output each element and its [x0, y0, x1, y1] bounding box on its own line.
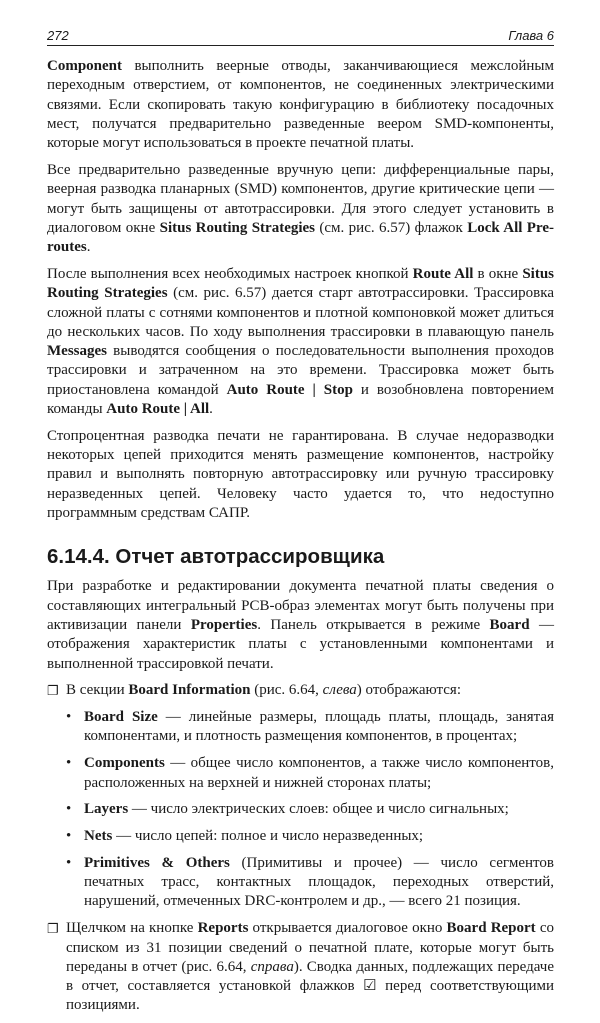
checkbox-square-icon: ❐ — [47, 921, 59, 937]
bold-term: Route All — [412, 265, 474, 282]
text-run: открывается диалоговое окно — [248, 920, 447, 937]
italic-text: справа — [250, 958, 294, 975]
page-number: 272 — [47, 28, 69, 43]
bold-term: Lock All Pre-routes — [47, 219, 555, 256]
bold-term: Board Report — [446, 920, 536, 937]
bullet-icon: • — [66, 828, 72, 845]
text-run: (рис. 6.64, — [250, 682, 323, 699]
bold-term: Board — [489, 616, 530, 633]
text-run: со списком из 31 позиции сведений о печатной плате, которые могут быть переданы в отчет (рис. 6.64, — [66, 920, 554, 975]
bullet-list-item — [47, 754, 554, 793]
bold-term: Situs Routing Strategies — [159, 219, 316, 236]
chapter-title: Глава 6 — [508, 28, 554, 43]
text-run: (см. рис. 6.57) флажок — [315, 219, 468, 236]
text-run: . — [209, 401, 213, 418]
paragraph — [47, 427, 554, 523]
text-run: Щелчком на кнопке — [66, 920, 198, 937]
paragraph — [47, 161, 554, 257]
text-run: выполнить веерные отводы, заканчивающиеся межслойным переходным отверстием, от компонентов, не соединенных электрическими связями. Если скопировать такую конфигурацию в библиотеку посадочных мест, получатся предварительно разведенные веером SMD-компоненты, которые могут использоваться в проекте печатной платы. — [47, 58, 554, 152]
text-run: 6.14.4. Отчет автотрассировщика — [47, 545, 385, 569]
square-list-item — [47, 919, 554, 1015]
square-list-item — [47, 681, 554, 700]
bullet-list-item — [47, 827, 554, 846]
bold-term: Component — [47, 58, 123, 74]
text-run: (Примитивы и прочее) — число сегментов печатных трасс, контактных площадок, переходных отверстий, нарушений, отмеченных DRC-контролем и др., — всего 21 позиция. — [84, 854, 554, 910]
checkbox-square-icon: ❐ — [47, 683, 59, 699]
text-run: В секции — [66, 682, 129, 699]
text-run: — линейные размеры, площадь платы, площадь, занятая компонентами, и плотность размещения компонентов, в процентах; — [84, 709, 554, 745]
bullet-icon: • — [66, 854, 72, 871]
italic-text: слева — [322, 682, 357, 699]
text-run: ) отображаются: — [356, 682, 461, 699]
text-run: При разработке и редактировании документа печатной платы сведения о составляющих интегральный PCB-образ элементах могут быть получены при активизации панели — [47, 578, 554, 633]
paragraph — [47, 577, 554, 673]
bold-term: Reports — [197, 920, 249, 937]
bold-term: Situs Routing Strategies — [47, 265, 554, 302]
bullet-list-item — [47, 800, 554, 819]
text-run: — отображения характеристик платы с установленными компонентами и выполненной трассировкой печати. — [47, 616, 554, 672]
section-heading — [47, 545, 554, 569]
paragraph — [47, 57, 554, 153]
text-run: . Панель открывается в режиме — [257, 616, 490, 633]
bold-term: Auto Route | Stop — [226, 381, 353, 398]
page-body — [47, 57, 554, 1023]
paragraph — [47, 265, 554, 419]
bold-term: Board Size — [84, 709, 158, 726]
bullet-icon: • — [66, 755, 72, 772]
text-run: выводятся сообщения о последовательности выполнения проходов трассировки и затраченном на это времени. Трассировка может быть приостановлена командой — [47, 343, 554, 398]
text-run: — число электрических слоев: общее и число сигнальных; — [128, 801, 509, 818]
text-run: (см. рис. 6.57) дается старт автотрассировки. Трассировка сложной платы с сотнями компонентов и плотной компоновкой может длиться до нескольких часов. По ходу выполнения трассировки в плавающую панель — [47, 285, 554, 340]
bold-term: Board Information — [128, 682, 251, 699]
text-run: — общее число компонентов, а также число компонентов, расположенных на верхней и нижней сторонах платы; — [84, 755, 554, 791]
text-run: в окне — [473, 265, 523, 282]
text-run: ). Сводка данных, подлежащих передаче в отчет, составляется установкой флажков ☑ перед соответствующими позициями. — [66, 958, 555, 1014]
bold-term: Nets — [84, 828, 113, 845]
bullet-icon: • — [66, 801, 72, 818]
bold-term: Auto Route | All — [106, 401, 210, 418]
bold-term: Layers — [84, 801, 129, 818]
text-run: После выполнения всех необходимых настроек кнопкой — [47, 265, 413, 282]
bold-term: Properties — [190, 616, 258, 633]
running-header — [47, 28, 554, 46]
text-run: . — [86, 239, 91, 256]
text-run: и возобновлена повторением команды — [47, 381, 554, 418]
bullet-list-item — [47, 854, 554, 912]
text-run: — число цепей: полное и число неразведенных; — [112, 828, 424, 845]
bold-term: Primitives & Others — [84, 854, 230, 871]
text-run: Все предварительно разведенные вручную цепи: дифференциальные пары, веерная разводка планарных (SMD) компонентов, другие критические цепи — могут быть защищены от автотрассировки. Для этого следует установить в диалоговом окне — [47, 161, 554, 236]
text-run: Стопроцентная разводка печати не гарантирована. В случае недоразводки некоторых цепей приходится менять размещение компонентов, настройку правил и выполнять повторную автотрассировку или ручную трассировку неразведенных цепей. Человеку часто удается то, что недоступно программным средствам САПР. — [47, 427, 554, 522]
bullet-list-item — [47, 708, 554, 747]
bold-term: Messages — [47, 343, 107, 360]
bullet-icon: • — [66, 709, 72, 726]
bold-term: Components — [84, 755, 165, 772]
